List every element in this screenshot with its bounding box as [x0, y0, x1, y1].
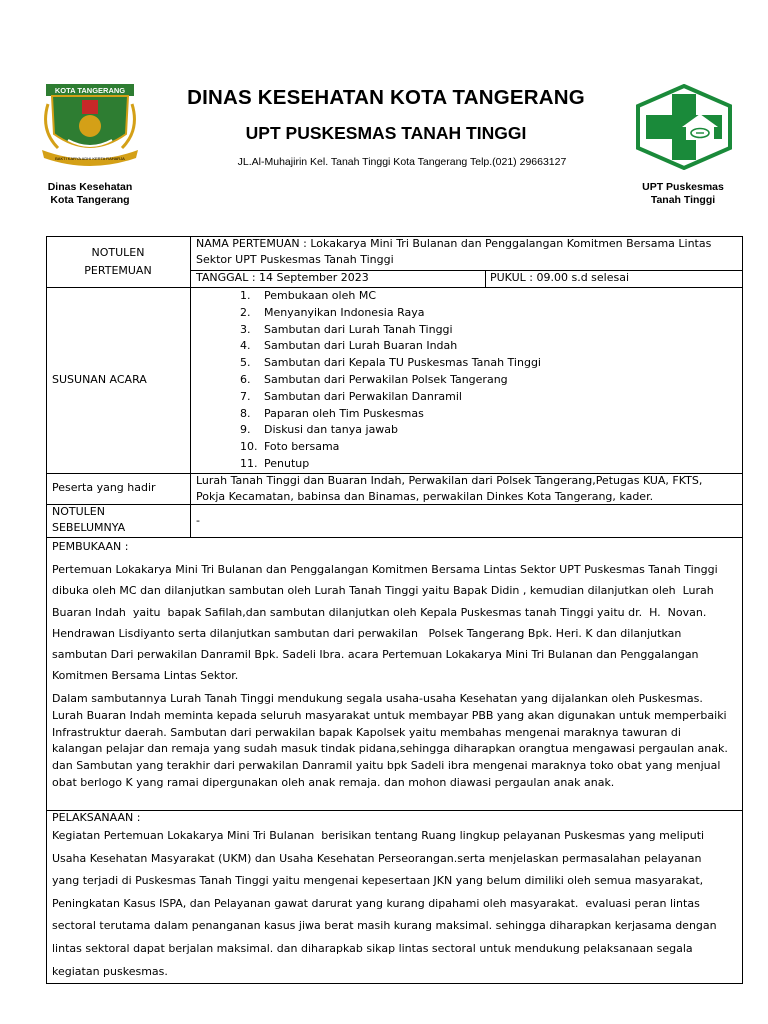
- pembukaan-section: [52, 539, 736, 792]
- paragraph-line: Hendrawan Lisdiyanto serta dilanjutkan sambutan dari perwakilan Polsek Tangerang Bpk. Heri. K dan dilanjutkan: [52, 626, 682, 640]
- paragraph-line: Dalam sambutannya Lurah Tanah Tinggi mendukung segala usaha-usaha Kesehatan yang dijalankan oleh Puskesmas.: [52, 691, 703, 705]
- paragraph-line: dan Sambutan yang terakhir dari perwakilan Danramil yaitu bpk Sadeli ibra mengenai maraknya toko obat yang menjual: [52, 759, 721, 773]
- notulen-pertemuan-label: NOTULEN PERTEMUAN: [84, 246, 152, 277]
- paragraph-line: obat berlogo K yang ramai dipergunakan oleh anak remaja. dan mohon diawasi pergaulan anak anak.: [52, 776, 615, 790]
- rule: [485, 270, 486, 287]
- paragraph-line: Pertemuan Lokakarya Mini Tri Bulanan dan Penggalangan Komitmen Bersama Lintas Sektor UPT Puskesmas Tanah Tinggi: [52, 563, 718, 576]
- agenda-item: 10. Foto bersama: [240, 440, 340, 454]
- pukul: PUKUL : 09.00 s.d selesai: [490, 271, 630, 284]
- agenda-item: 3. Sambutan dari Lurah Tanah Tinggi: [240, 322, 453, 336]
- agenda-item: 7. Sambutan dari Perwakilan Danramil: [240, 389, 462, 403]
- agenda-item: 8. Paparan oleh Tim Puskesmas: [240, 406, 424, 420]
- unit-title: UPT PUSKESMAS TANAH TINGGI: [245, 123, 527, 143]
- tanggal: TANGGAL : 14 September 2023: [196, 271, 369, 284]
- pelaksanaan-paragraph: [52, 825, 736, 983]
- left-logo-caption: Dinas Kesehatan Kota Tangerang: [47, 181, 133, 206]
- agenda-item: 6. Sambutan dari Perwakilan Polsek Tangerang: [240, 372, 508, 386]
- agenda-item: 4. Sambutan dari Lurah Buaran Indah: [240, 339, 458, 353]
- paragraph-line: Kegiatan Pertemuan Lokakarya Mini Tri Bulanan berisikan tentang Ruang lingkup pelayanan Puskesmas yang meliputi: [52, 829, 705, 842]
- nama-pertemuan: NAMA PERTEMUAN : Lokakarya Mini Tri Bulanan dan Penggalangan Komitmen Bersama Lintas Sektor UPT Puskesmas Tanah Tinggi: [196, 237, 712, 266]
- paragraph-line: kegiatan puskesmas.: [52, 964, 168, 978]
- agenda-item: 5. Sambutan dari Kepala TU Puskesmas Tanah Tinggi: [240, 356, 541, 370]
- susunan-acara-label: SUSUNAN ACARA: [52, 373, 147, 386]
- pembukaan-paragraph-1: [52, 559, 736, 687]
- right-logo-caption: UPT Puskesmas Tanah Tinggi: [642, 181, 724, 206]
- rule: [190, 236, 191, 537]
- pelaksanaan-heading: PELAKSANAAN :: [52, 811, 141, 824]
- paragraph-line: kalangan pelajar dan remaja yang sudah masuk tindak pidana,sehingga diharapkan orangtua mengawasi pergaulan anak.: [52, 742, 728, 756]
- pembukaan-heading: PEMBUKAAN :: [52, 540, 129, 553]
- notulen-sebelumnya-label: NOTULEN SEBELUMNYA: [52, 505, 126, 534]
- rule: [46, 537, 743, 538]
- pembukaan-paragraph-2: [52, 691, 736, 792]
- paragraph-line: yang terjadi di Puskesmas Tanah Tinggi yaitu mengenai kepesertaan JKN yang belum dimiliki oleh semua masyarakat,: [52, 874, 704, 888]
- puskesmas-logo: [634, 84, 734, 170]
- agenda-item: 1. Pembukaan oleh MC: [240, 289, 376, 302]
- pelaksanaan-section: [52, 811, 736, 983]
- agenda-item: 2. Menyanyikan Indonesia Raya: [240, 305, 425, 319]
- paragraph-line: Peningkatan Kasus ISPA, dan Pelayanan gawat darurat yang kurang dipahami oleh masyarakat. evaluasi peran lintas: [52, 896, 700, 910]
- peserta-value: Lurah Tanah Tinggi dan Buaran Indah, Perwakilan dari Polsek Tangerang,Petugas KUA, FKTS, Pokja Kecamatan, babinsa dan Binamas, perwakilan Dinkes Kota Tangerang, kader.: [196, 474, 703, 503]
- paragraph-line: lintas sektoral dapat berjalan maksimal. dan diharapkab sikap lintas sectoral untuk mendukung pelaksanaan segala: [52, 941, 693, 955]
- agenda-item: 11. Penutup: [240, 456, 310, 470]
- address: JL.Al-Muhajirin Kel. Tanah Tinggi Kota Tangerang Telp.(021) 29663127: [237, 156, 567, 168]
- paragraph-line: Buaran Indah yaitu bapak Safilah,dan sambutan dilanjutkan oleh Kepala Puskesmas tanah Tinggi yaitu dr. H. Novan.: [52, 605, 707, 619]
- org-title: DINAS KESEHATAN KOTA TANGERANG: [187, 86, 585, 109]
- paragraph-line: Usaha Kesehatan Masyarakat (UKM) dan Usaha Kesehatan Perseorangan.serta menjelaskan permasalahan pelayanan: [52, 851, 702, 865]
- notulen-sebelumnya-value: -: [196, 514, 200, 527]
- logo-banner-text: KOTA TANGERANG: [54, 86, 126, 95]
- agenda-item: 9. Diskusi dan tanya jawab: [240, 423, 399, 437]
- agenda-list: [240, 288, 541, 473]
- paragraph-line: sectoral terutama dalam penanganan kasus jiwa berat masih kurang maksimal. sehingga diharapkan kerjasama dengan: [52, 919, 717, 933]
- logo-motto-text: BAKTI KARYA ADHI KERTA RAHARJA: [55, 156, 125, 161]
- paragraph-line: Komitmen Bersama Lintas Sektor.: [52, 669, 239, 683]
- paragraph-line: dibuka oleh MC dan dilanjutkan sambutan oleh Lurah Tanah Tinggi yaitu Bapak Didin , kemudian dilanjutkan oleh Lurah: [52, 584, 714, 598]
- peserta-label: Peserta yang hadir: [52, 481, 156, 494]
- paragraph-line: Lurah Buaran Indah meminta kepada seluruh masyarakat untuk membayar PBB yang akan digunakan untuk memperbaiki: [52, 708, 727, 722]
- paragraph-line: sambutan Dari perwakilan Danramil Bpk. Sadeli Ibra. acara Pertemuan Lokakarya Mini Tri Bulanan dan Penggalangan: [52, 648, 699, 662]
- paragraph-line: Infrastruktur daerah. Sambutan dari perwakilan bapak Kapolsek yaitu membahas mengenai maraknya tawuran di: [52, 725, 681, 739]
